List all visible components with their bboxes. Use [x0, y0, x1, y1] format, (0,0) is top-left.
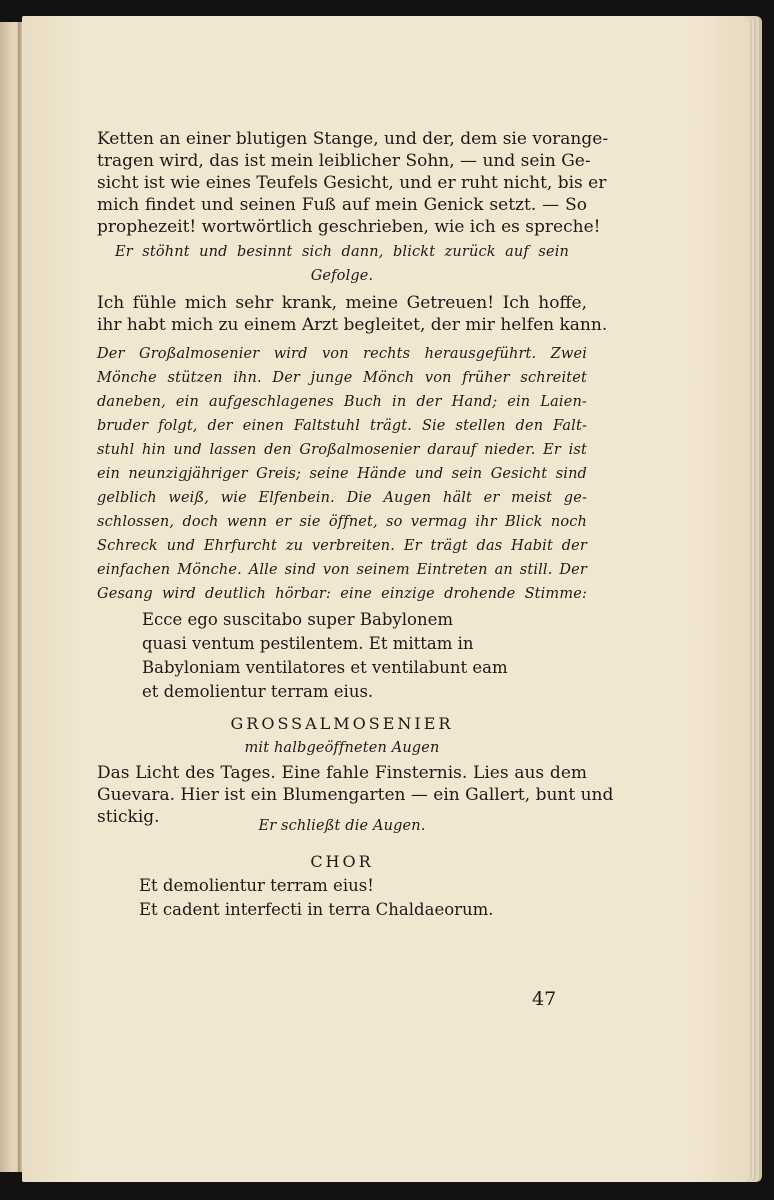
text-line: schlossen, doch wenn er sie öffnet, so vermag ihr Blick noch: [97, 514, 587, 530]
stage-direction-3: [97, 736, 587, 760]
speech-block-2: [97, 292, 608, 336]
text-line: Guevara. Hier ist ein Blumengarten — ein Gallert, bunt und: [97, 785, 614, 805]
text-line: gelblich weiß, wie Elfenbein. Die Augen hält er meist ge-: [97, 490, 587, 506]
text-line: Er schließt die Augen.: [258, 818, 426, 834]
text-line: Schreck und Ehrfurcht zu verbreiten. Er trägt das Habit der: [97, 538, 587, 554]
text-line: Gesang wird deutlich hörbar: eine einzige drohende Stimme:: [97, 586, 587, 602]
text-line: ihr habt mich zu einem Arzt begleitet, der mir helfen kann.: [97, 315, 608, 335]
text-line: Mönche stützen ihn. Der junge Mönch von früher schreitet: [97, 370, 587, 386]
latin-chant-1: [97, 608, 587, 704]
page-text: [97, 128, 614, 922]
stage-direction-4: [97, 814, 587, 838]
text-line: Ecce ego suscitabo super Babylonem: [142, 610, 453, 629]
text-line: Das Licht des Tages. Eine fahle Finsternis. Lies aus dem: [97, 763, 587, 783]
text-line: stickig.: [97, 807, 160, 827]
page-number: 47: [532, 988, 557, 1010]
text-line: prophezeit! wortwörtlich geschrieben, wie ich es spreche!: [97, 217, 601, 237]
text-line: mich findet und seinen Fuß auf mein Genick setzt. — So: [97, 195, 587, 215]
text-line: sicht ist wie eines Teufels Gesicht, und er ruht nicht, bis er: [97, 173, 607, 193]
text-line: daneben, ein aufgeschlagenes Buch in der Hand; ein Laien-: [97, 394, 587, 410]
text-line: Gefolge.: [310, 268, 374, 284]
speaker-name: CHOR: [310, 852, 374, 871]
text-line: Ketten an einer blutigen Stange, und der, dem sie vorange-: [97, 129, 609, 149]
speaker-name: GROSSALMOSENIER: [230, 714, 454, 733]
text-line: Ich fühle mich sehr krank, meine Getreuen! Ich hoffe,: [97, 293, 587, 313]
text-line: Et demolientur terram eius!: [139, 876, 374, 895]
text-line: Babyloniam ventilatores et ventilabunt eam: [142, 658, 508, 677]
stage-direction-2: [97, 342, 587, 606]
stage-direction-1: [97, 240, 587, 288]
text-line: Et cadent interfecti in terra Chaldaeorum.: [139, 900, 494, 919]
text-line: einfachen Mönche. Alle sind von seinem Eintreten an still. Der: [97, 562, 587, 578]
latin-chant-2: [97, 874, 587, 922]
text-line: Er stöhnt und besinnt sich dann, blickt zurück auf sein: [115, 244, 569, 260]
speech-block-1: [97, 128, 609, 238]
text-line: et demolientur terram eius.: [142, 682, 374, 701]
text-line: Der Großalmosenier wird von rechts herausgeführt. Zwei: [97, 346, 587, 362]
text-line: stuhl hin und lassen den Großalmosenier darauf nieder. Er ist: [97, 442, 587, 458]
text-line: quasi ventum pestilentem. Et mittam in: [142, 634, 474, 653]
book-page: [22, 16, 750, 1182]
text-line: mit halbgeöffneten Augen: [244, 740, 440, 756]
text-line: ein neunzigjähriger Greis; seine Hände und sein Gesicht sind: [97, 466, 587, 482]
text-line: bruder folgt, der einen Faltstuhl trägt. Sie stellen den Falt-: [97, 418, 587, 434]
text-line: tragen wird, das ist mein leiblicher Sohn, — und sein Ge-: [97, 151, 591, 171]
